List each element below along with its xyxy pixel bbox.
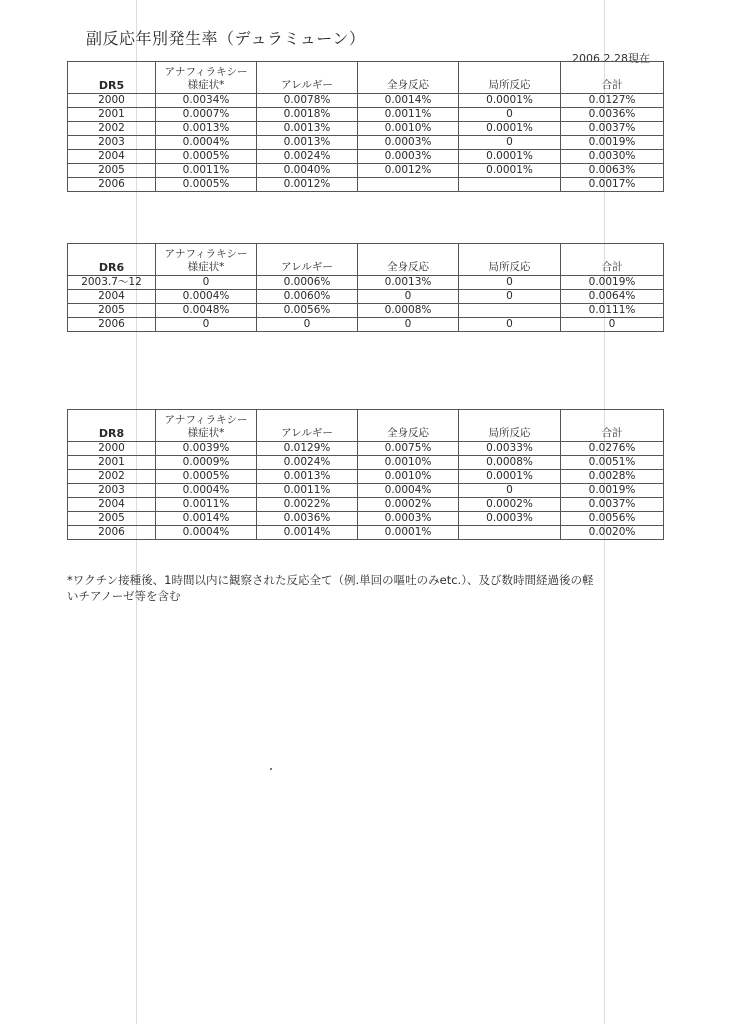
table-row — [68, 150, 664, 164]
cell-allergy: 0.0014% — [257, 526, 358, 540]
cell-total: 0.0019% — [561, 136, 664, 150]
rate-table-dr5 — [67, 61, 664, 192]
cell-local: 0.0008% — [459, 456, 561, 470]
cell-systemic: 0.0010% — [358, 456, 459, 470]
cell-year: 2002 — [68, 122, 156, 136]
cell-total: 0.0111% — [561, 304, 664, 318]
col-anaphylaxis — [156, 244, 257, 276]
cell-total: 0.0064% — [561, 290, 664, 304]
table-row — [68, 498, 664, 512]
cell-anaphylaxis: 0.0034% — [156, 94, 257, 108]
cell-allergy: 0.0060% — [257, 290, 358, 304]
col-systemic: 全身反応 — [358, 410, 459, 442]
table-row — [68, 304, 664, 318]
cell-total: 0.0017% — [561, 178, 664, 192]
cell-local: 0.0001% — [459, 470, 561, 484]
table-row — [68, 526, 664, 540]
col-total: 合計 — [561, 62, 664, 94]
col-anaphylaxis — [156, 410, 257, 442]
cell-total: 0.0127% — [561, 94, 664, 108]
cell-anaphylaxis: 0.0011% — [156, 498, 257, 512]
cell-local: 0 — [459, 484, 561, 498]
rate-table-dr8 — [67, 409, 664, 540]
cell-systemic — [358, 178, 459, 192]
cell-total: 0.0019% — [561, 484, 664, 498]
cell-total: 0.0056% — [561, 512, 664, 526]
cell-allergy: 0.0012% — [257, 178, 358, 192]
cell-total: 0.0019% — [561, 276, 664, 290]
cell-year: 2004 — [68, 498, 156, 512]
table-row — [68, 456, 664, 470]
col-local: 局所反応 — [459, 410, 561, 442]
table-row — [68, 442, 664, 456]
col-anaphylaxis-line2: 様症状* — [187, 261, 225, 273]
col-anaphylaxis-line2: 様症状* — [187, 427, 225, 439]
cell-systemic: 0.0010% — [358, 470, 459, 484]
scan-speck — [270, 768, 272, 770]
cell-total: 0.0037% — [561, 498, 664, 512]
col-local: 局所反応 — [459, 62, 561, 94]
cell-systemic: 0.0003% — [358, 150, 459, 164]
col-total: 合計 — [561, 410, 664, 442]
cell-systemic: 0.0011% — [358, 108, 459, 122]
cell-anaphylaxis: 0 — [156, 318, 257, 332]
cell-local — [459, 526, 561, 540]
cell-year: 2005 — [68, 512, 156, 526]
cell-local: 0.0033% — [459, 442, 561, 456]
cell-allergy: 0.0013% — [257, 136, 358, 150]
table-row — [68, 484, 664, 498]
table-row — [68, 178, 664, 192]
col-allergy: アレルギー — [257, 410, 358, 442]
cell-allergy: 0.0056% — [257, 304, 358, 318]
cell-anaphylaxis: 0.0013% — [156, 122, 257, 136]
cell-year: 2003 — [68, 136, 156, 150]
model-label: DR5 — [68, 62, 156, 94]
cell-local: 0.0001% — [459, 94, 561, 108]
cell-total: 0.0037% — [561, 122, 664, 136]
cell-allergy: 0.0011% — [257, 484, 358, 498]
table-row — [68, 290, 664, 304]
col-anaphylaxis-line1: アナフィラキシー — [164, 414, 248, 426]
table-row — [68, 512, 664, 526]
cell-systemic: 0.0003% — [358, 136, 459, 150]
cell-year: 2001 — [68, 456, 156, 470]
cell-year: 2000 — [68, 442, 156, 456]
cell-anaphylaxis: 0.0005% — [156, 150, 257, 164]
cell-systemic: 0.0002% — [358, 498, 459, 512]
cell-local: 0 — [459, 290, 561, 304]
cell-anaphylaxis: 0.0004% — [156, 484, 257, 498]
table-row — [68, 94, 664, 108]
cell-total: 0.0028% — [561, 470, 664, 484]
cell-allergy: 0.0040% — [257, 164, 358, 178]
col-total: 合計 — [561, 244, 664, 276]
cell-total: 0.0051% — [561, 456, 664, 470]
cell-systemic: 0.0003% — [358, 512, 459, 526]
cell-anaphylaxis: 0.0048% — [156, 304, 257, 318]
cell-local: 0.0001% — [459, 150, 561, 164]
cell-anaphylaxis: 0.0014% — [156, 512, 257, 526]
col-allergy: アレルギー — [257, 62, 358, 94]
cell-allergy: 0.0036% — [257, 512, 358, 526]
model-label: DR8 — [68, 410, 156, 442]
cell-anaphylaxis: 0.0011% — [156, 164, 257, 178]
cell-year: 2006 — [68, 318, 156, 332]
cell-local: 0.0002% — [459, 498, 561, 512]
cell-allergy: 0.0022% — [257, 498, 358, 512]
cell-anaphylaxis: 0.0005% — [156, 470, 257, 484]
table-row — [68, 108, 664, 122]
cell-local: 0 — [459, 108, 561, 122]
table-row — [68, 470, 664, 484]
cell-anaphylaxis: 0.0007% — [156, 108, 257, 122]
cell-systemic: 0.0013% — [358, 276, 459, 290]
cell-year: 2006 — [68, 178, 156, 192]
cell-year: 2003.7～12 — [68, 276, 156, 290]
cell-year: 2001 — [68, 108, 156, 122]
cell-total: 0.0063% — [561, 164, 664, 178]
cell-local: 0.0003% — [459, 512, 561, 526]
table-row — [68, 122, 664, 136]
cell-anaphylaxis: 0.0039% — [156, 442, 257, 456]
page-title: 副反応年別発生率（デュラミューン） — [86, 29, 366, 48]
footnote-line: いチアノーゼ等を含む — [67, 589, 181, 603]
cell-anaphylaxis: 0.0004% — [156, 290, 257, 304]
cell-total: 0.0020% — [561, 526, 664, 540]
header-row — [68, 244, 664, 276]
cell-anaphylaxis: 0.0004% — [156, 136, 257, 150]
cell-local: 0 — [459, 276, 561, 290]
cell-local: 0 — [459, 318, 561, 332]
cell-year: 2004 — [68, 150, 156, 164]
cell-year: 2003 — [68, 484, 156, 498]
cell-allergy: 0.0013% — [257, 122, 358, 136]
cell-systemic: 0.0010% — [358, 122, 459, 136]
col-systemic: 全身反応 — [358, 62, 459, 94]
col-anaphylaxis-line1: アナフィラキシー — [164, 66, 248, 78]
cell-total: 0.0030% — [561, 150, 664, 164]
cell-year: 2005 — [68, 164, 156, 178]
cell-allergy: 0.0006% — [257, 276, 358, 290]
cell-systemic: 0.0004% — [358, 484, 459, 498]
col-systemic: 全身反応 — [358, 244, 459, 276]
footnote-line: *ワクチン接種後、1時間以内に観察された反応全て（例.単回の嘔吐のみetc.）、及び数時間経過後の軽 — [67, 573, 594, 587]
cell-systemic: 0.0001% — [358, 526, 459, 540]
cell-year: 2004 — [68, 290, 156, 304]
col-anaphylaxis — [156, 62, 257, 94]
cell-year: 2006 — [68, 526, 156, 540]
cell-systemic: 0.0008% — [358, 304, 459, 318]
model-label: DR6 — [68, 244, 156, 276]
cell-local: 0.0001% — [459, 122, 561, 136]
cell-year: 2000 — [68, 94, 156, 108]
cell-local — [459, 178, 561, 192]
date-stamp: 2006.2.28現在 — [572, 52, 650, 65]
cell-allergy: 0.0024% — [257, 150, 358, 164]
col-anaphylaxis-line2: 様症状* — [187, 79, 225, 91]
table-row — [68, 276, 664, 290]
cell-year: 2005 — [68, 304, 156, 318]
cell-systemic: 0.0012% — [358, 164, 459, 178]
cell-total: 0.0036% — [561, 108, 664, 122]
cell-year: 2002 — [68, 470, 156, 484]
col-anaphylaxis-line1: アナフィラキシー — [164, 248, 248, 260]
cell-allergy: 0.0024% — [257, 456, 358, 470]
cell-allergy: 0.0013% — [257, 470, 358, 484]
cell-allergy: 0.0129% — [257, 442, 358, 456]
cell-systemic: 0.0014% — [358, 94, 459, 108]
cell-systemic: 0 — [358, 290, 459, 304]
rate-table-dr6 — [67, 243, 664, 332]
cell-local: 0.0001% — [459, 164, 561, 178]
col-allergy: アレルギー — [257, 244, 358, 276]
cell-allergy: 0.0018% — [257, 108, 358, 122]
col-local: 局所反応 — [459, 244, 561, 276]
cell-anaphylaxis: 0.0009% — [156, 456, 257, 470]
table-row — [68, 136, 664, 150]
header-row — [68, 410, 664, 442]
cell-systemic: 0 — [358, 318, 459, 332]
table-row — [68, 318, 664, 332]
cell-anaphylaxis: 0.0004% — [156, 526, 257, 540]
table-row — [68, 164, 664, 178]
cell-total: 0.0276% — [561, 442, 664, 456]
cell-anaphylaxis: 0.0005% — [156, 178, 257, 192]
cell-local: 0 — [459, 136, 561, 150]
cell-anaphylaxis: 0 — [156, 276, 257, 290]
footnote — [67, 572, 667, 604]
header-row — [68, 62, 664, 94]
cell-allergy: 0 — [257, 318, 358, 332]
cell-systemic: 0.0075% — [358, 442, 459, 456]
cell-local — [459, 304, 561, 318]
cell-allergy: 0.0078% — [257, 94, 358, 108]
cell-total: 0 — [561, 318, 664, 332]
